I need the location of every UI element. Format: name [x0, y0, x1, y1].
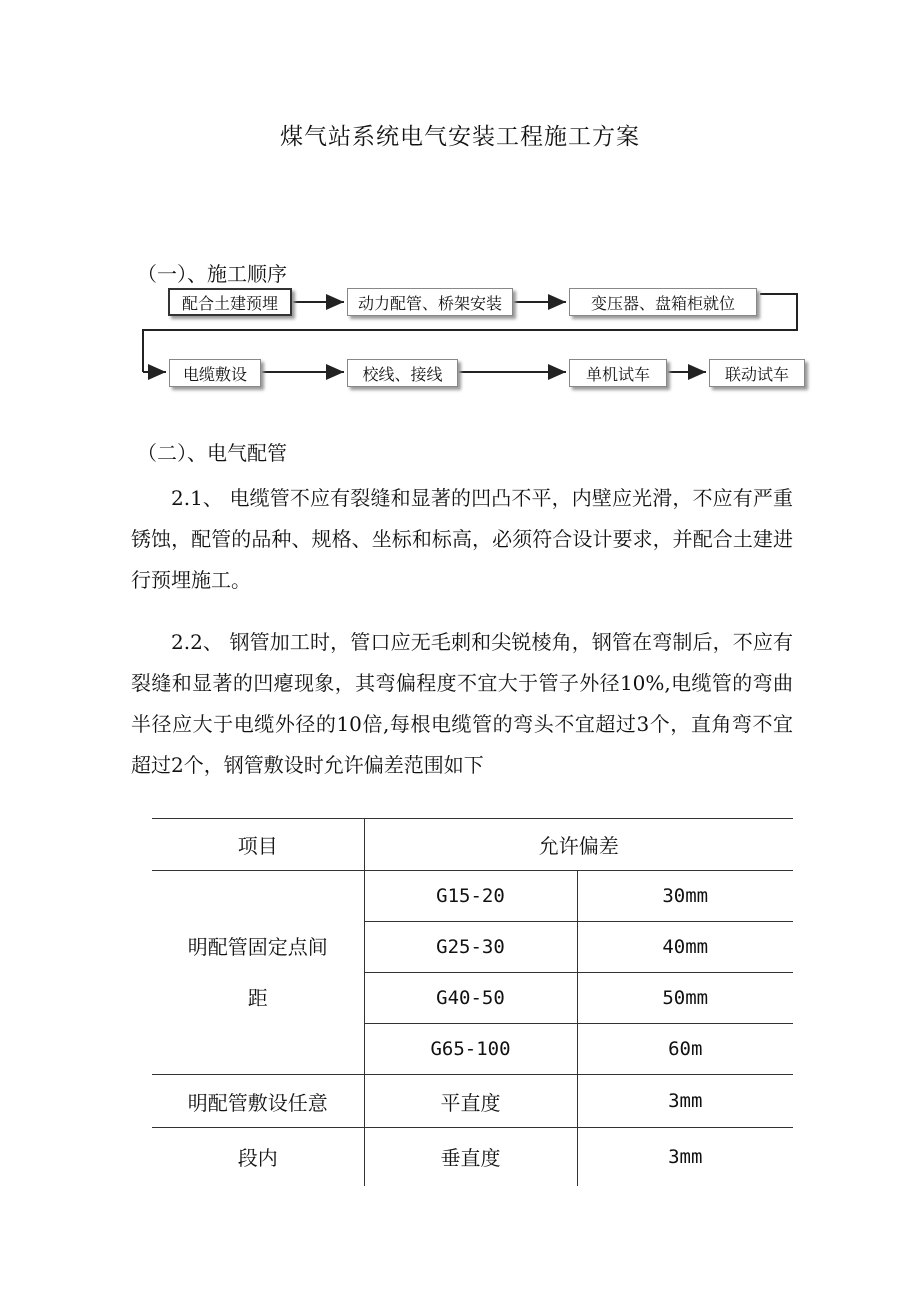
paragraph-2-2: [131, 622, 793, 786]
flow-step-7: 联动试车: [709, 359, 805, 387]
table-row: [152, 871, 793, 922]
group1-label-line2: 距: [247, 985, 268, 1010]
paragraph-2-2-text: 2.2、 钢管加工时，管口应无毛刺和尖锐棱角，钢管在弯制后，不应有裂缝和显著的凹瘪现象，其弯偏程度不宜大于管子外径10%,电缆管的弯曲半径应大于电缆外径的10倍,每根电缆管的弯头不宜超过3个，直角弯不宜超过2个，钢管敷设时允许偏差范围如下: [131, 630, 793, 777]
value-cell: 60m: [668, 1038, 703, 1060]
value-cell: 40mm: [662, 936, 709, 958]
deviation-table: [152, 818, 793, 1186]
value-cell: 3mm: [668, 1090, 703, 1112]
flow-step-2: 动力配管、桥架安装: [347, 288, 513, 316]
group1-label-line1: 明配管固定点间: [187, 934, 328, 959]
document-title: 煤气站系统电气安装工程施工方案: [280, 124, 640, 150]
table-row: [152, 1128, 793, 1186]
value-cell: 30mm: [662, 885, 709, 907]
flow-connectors: [0, 0, 920, 420]
value-cell: 3mm: [668, 1145, 703, 1168]
paragraph-2-1: [131, 478, 793, 601]
table-row: [152, 1075, 793, 1128]
section2-heading: （二）、电气配管: [137, 441, 287, 465]
spec-cell: 平直度: [364, 1075, 577, 1128]
paragraph-2-1-text: 2.1、 电缆管不应有裂缝和显著的凹凸不平，内壁应光滑，不应有严重锈蚀，配管的品种、规格、坐标和标高，必须符合设计要求，并配合土建进行预埋施工。: [131, 486, 793, 592]
group2-label-line1: 明配管敷设任意: [152, 1075, 364, 1128]
flow-step-3: 变压器、盘箱柜就位: [569, 288, 757, 316]
section1-heading: （一）、施工顺序: [137, 262, 287, 286]
spec-cell: G40-50: [364, 973, 577, 1024]
spec-cell: 垂直度: [364, 1128, 577, 1186]
table-header-row: [152, 819, 793, 871]
flow-step-6: 单机试车: [569, 359, 667, 387]
flow-step-4: 电缆敷设: [169, 359, 261, 387]
header-deviation: 允许偏差: [538, 834, 619, 858]
group2-label-line2: 段内: [152, 1128, 364, 1186]
spec-cell: G65-100: [364, 1024, 577, 1075]
group1-label: [152, 871, 364, 1075]
header-item: 项目: [152, 819, 364, 871]
spec-cell: G15-20: [364, 871, 577, 922]
flow-step-5: 校线、接线: [347, 359, 458, 387]
value-cell: 50mm: [662, 987, 709, 1009]
flow-step-1: 配合土建预埋: [168, 288, 292, 316]
spec-cell: G25-30: [364, 922, 577, 973]
